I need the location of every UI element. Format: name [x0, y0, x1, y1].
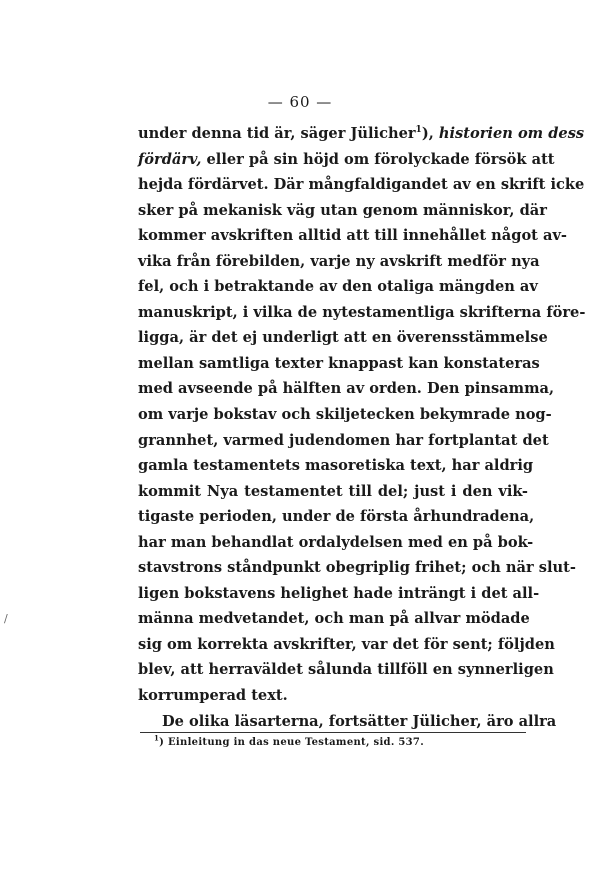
text-line: [138, 249, 540, 275]
line-text: kommer avskriften alltid att till innehållet något av-: [138, 227, 567, 245]
text-line: [138, 428, 549, 454]
line-text: grannhet, varmed judendomen har fortplantat det: [138, 431, 549, 449]
line-text: fel, och i betraktande av den otaliga mängden av: [138, 278, 538, 296]
page-number: — 60 —: [267, 93, 333, 111]
text-line: [138, 530, 534, 556]
text-line: [138, 325, 548, 351]
line-text: gamla testamentets masoretiska text, har aldrig: [138, 457, 534, 475]
text-line: [138, 479, 528, 505]
line-text: sig om korrekta avskrifter, var det för sent; följden: [138, 635, 555, 653]
line-text: stavstrons ståndpunkt obegriplig frihet; och när slut-: [138, 559, 576, 577]
text-line: [138, 657, 554, 683]
italic-text: fördärv,: [138, 150, 202, 168]
line-text: eller på sin höjd om förolyckade försök att: [201, 150, 555, 168]
text-line: [138, 121, 585, 147]
footnote: [154, 733, 424, 748]
text-line: [138, 274, 538, 300]
footnote-text: ) Einleitung in das neue Testament, sid. 537.: [159, 737, 424, 748]
italic-text: historien om dess: [438, 125, 585, 142]
text-line: [138, 504, 535, 530]
text-line: [138, 376, 555, 402]
line-text: hejda fördärvet. Där mångfaldigandet av en skrift icke: [138, 176, 585, 194]
text-line: [138, 632, 555, 658]
line-text: tigaste perioden, under de första århundradena,: [138, 508, 535, 526]
footnote-rule: [140, 732, 526, 733]
line-text: under denna tid är, säger Jülicher: [138, 125, 416, 142]
line-text: ligga, är det ej underligt att en överensstämmelse: [138, 329, 548, 347]
text-line: [138, 581, 540, 607]
line-text: med avseende på hälften av orden. Den pinsamma,: [138, 380, 555, 398]
line-text: vika från förebilden, varje ny avskrift medför nya: [138, 252, 540, 270]
line-text: De olika läsarterna, fortsätter Jülicher, äro allra: [162, 712, 557, 730]
line-text: kommit Nya testamentet till del; just i den vik-: [138, 482, 528, 500]
text-line: [138, 402, 552, 428]
line-text: ),: [421, 125, 439, 142]
body-text: [138, 121, 586, 734]
text-line: [138, 351, 540, 377]
text-line: [138, 683, 528, 709]
line-text: sker på mekanisk väg utan genom människor, där: [138, 201, 547, 219]
footnote-marker: 1: [154, 733, 160, 743]
text-line: [138, 606, 528, 632]
footnote-ref: 1: [415, 125, 422, 136]
text-line: [138, 147, 555, 173]
text-line: [138, 198, 547, 224]
text-line: [138, 555, 576, 581]
line-text: mellan samtliga texter knappast kan konstateras: [138, 354, 540, 372]
line-text: blev, att herraväldet sålunda tillföll en synnerligen: [138, 661, 554, 679]
text-line: [138, 453, 534, 479]
line-text: om varje bokstav och skiljetecken bekymrade nog-: [138, 406, 552, 424]
text-line: [138, 300, 586, 326]
text-line: [138, 223, 567, 249]
line-text: männa medvetandet, och man på allvar mödade: [138, 610, 530, 628]
text-line: [138, 172, 585, 198]
line-text: korrumperad text.: [138, 687, 288, 705]
line-text: ligen bokstavens helighet hade inträngt i det all-: [138, 584, 540, 602]
line-text: har man behandlat ordalydelsen med en på bok-: [138, 533, 534, 551]
line-text: manuskript, i vilka de nytestamentliga skrifterna före-: [138, 303, 586, 321]
text-line: [138, 709, 557, 735]
margin-mark: /: [4, 612, 8, 625]
